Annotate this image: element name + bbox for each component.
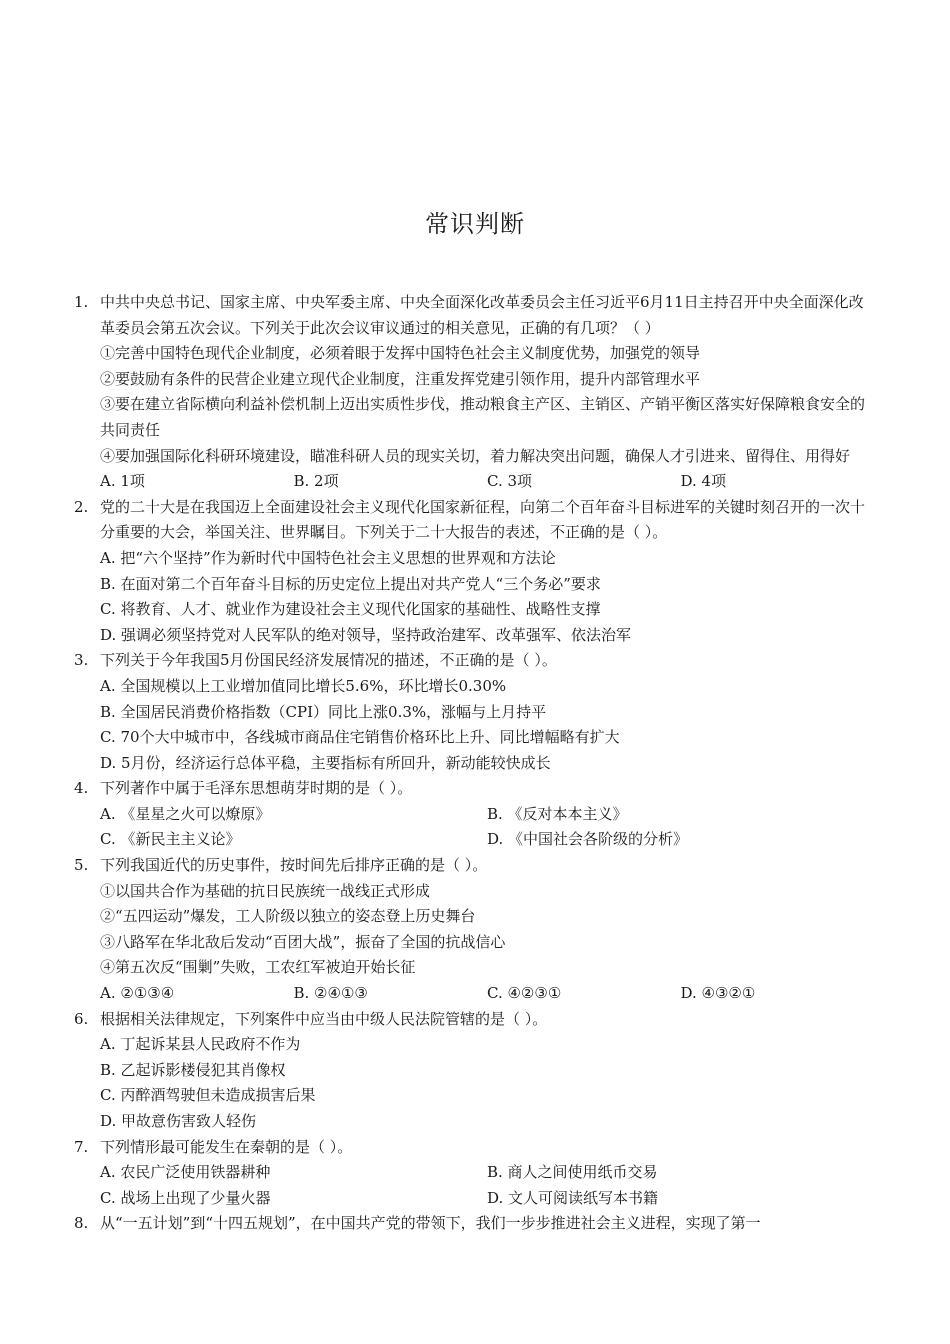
question-5 bbox=[74, 853, 874, 1007]
option-b[interactable]: B. 2项 bbox=[293, 472, 339, 491]
question-number: 6. bbox=[74, 1009, 89, 1028]
question-stem bbox=[74, 1135, 874, 1161]
statement-item: ④要加强国际化科研环境建设，瞄准科研人员的现实关切，着力解决突出问题，确保人才引进来、留得住、用得好 bbox=[100, 446, 851, 465]
options-row bbox=[74, 827, 874, 853]
statement-item: ④第五次反“围剿”失败，工农红军被迫开始长征 bbox=[100, 958, 416, 977]
section-title: 常识判断 bbox=[425, 210, 525, 238]
option-d[interactable]: D. 文人可阅读纸写本书籍 bbox=[487, 1188, 659, 1207]
option-c[interactable]: C. 丙醉酒驾驶但未造成损害后果 bbox=[100, 1086, 316, 1105]
question-number: 7. bbox=[74, 1137, 89, 1156]
question-number: 5. bbox=[74, 856, 89, 875]
option-b[interactable]: B. 乙起诉影楼侵犯其肖像权 bbox=[100, 1060, 286, 1079]
option-d[interactable]: D. 《中国社会各阶级的分析》 bbox=[487, 830, 689, 849]
question-stem bbox=[74, 776, 874, 802]
question-8 bbox=[74, 1211, 874, 1237]
option-d[interactable]: D. 4项 bbox=[680, 472, 727, 491]
option-a[interactable]: A. 农民广泛使用铁器耕种 bbox=[100, 1163, 271, 1182]
option-b[interactable]: B. 在面对第二个百年奋斗目标的历史定位上提出对共产党人“三个务必”要求 bbox=[100, 574, 601, 593]
question-stem bbox=[74, 495, 874, 546]
option-a[interactable]: A. 把“六个坚持”作为新时代中国特色社会主义思想的世界观和方法论 bbox=[100, 548, 556, 567]
option-a[interactable]: A. 《星星之火可以燎原》 bbox=[100, 804, 271, 823]
option-a[interactable]: A. 1项 bbox=[100, 472, 145, 491]
option-b[interactable]: B. ②④①③ bbox=[293, 984, 368, 1003]
question-4 bbox=[74, 776, 874, 853]
question-number: 8. bbox=[74, 1214, 89, 1233]
option-c[interactable]: C. 《新民主主义论》 bbox=[100, 830, 241, 849]
question-stem bbox=[74, 853, 874, 879]
statement-item: ②要鼓励有条件的民营企业建立现代企业制度，注重发挥党建引领作用，提升内部管理水平 bbox=[100, 369, 701, 388]
question-stem bbox=[74, 290, 874, 341]
option-d[interactable]: D. 强调必须坚持党对人民军队的绝对领导，坚持政治建军、改革强军、依法治军 bbox=[100, 625, 632, 644]
question-number: 4. bbox=[74, 779, 89, 798]
options-row bbox=[74, 981, 874, 1007]
options-row bbox=[74, 469, 874, 495]
option-d[interactable]: D. 5月份，经济运行总体平稳，主要指标有所回升，新动能较快成长 bbox=[100, 753, 551, 772]
question-text: 根据相关法律规定，下列案件中应当由中级人民法院管辖的是（ ）。 bbox=[100, 1009, 548, 1028]
option-a[interactable]: A. 丁起诉某县人民政府不作为 bbox=[100, 1035, 301, 1054]
option-c[interactable]: C. 70个大中城市中，各线城市商品住宅销售价格环比上升、同比增幅略有扩大 bbox=[100, 728, 620, 747]
options-row bbox=[74, 802, 874, 828]
question-stem bbox=[74, 1211, 874, 1237]
options-row bbox=[74, 1160, 874, 1186]
option-a[interactable]: A. ②①③④ bbox=[100, 984, 175, 1003]
option-d[interactable]: D. 甲故意伤害致人轻伤 bbox=[100, 1112, 257, 1130]
statement-item: ②“五四运动”爆发，工人阶级以独立的姿态登上历史舞台 bbox=[100, 907, 476, 926]
question-number: 1. bbox=[74, 293, 89, 311]
options-row bbox=[74, 1186, 874, 1212]
option-c[interactable]: C. ④②③① bbox=[487, 984, 562, 1003]
option-d[interactable]: D. ④③②① bbox=[680, 984, 756, 1003]
statement-item: ③八路军在华北敌后发动“百团大战”，振奋了全国的抗战信心 bbox=[100, 932, 506, 951]
question-2 bbox=[74, 495, 874, 649]
option-c[interactable]: C. 将教育、人才、就业作为建设社会主义现代化国家的基础性、战略性支撑 bbox=[100, 600, 601, 619]
question-stem bbox=[74, 648, 874, 674]
statement-item: ③要在建立省际横向利益补偿机制上迈出实质性步伐，推动粮食主产区、主销区、产销平衡区落实好保障粮食安全的共同责任 bbox=[100, 395, 866, 439]
question-text: 从“一五计划”到“十四五规划”，在中国共产党的带领下，我们一步步推进社会主义进程，实现了第一 bbox=[100, 1214, 761, 1233]
option-b[interactable]: B. 商人之间使用纸币交易 bbox=[487, 1163, 658, 1182]
question-6 bbox=[74, 1007, 874, 1135]
question-number: 2. bbox=[74, 497, 89, 516]
question-text: 下列著作中属于毛泽东思想萌芽时期的是（ ）。 bbox=[100, 779, 413, 798]
option-b[interactable]: B. 《反对本本主义》 bbox=[487, 804, 628, 823]
question-text: 中共中央总书记、国家主席、中央军委主席、中央全面深化改革委员会主任习近平6月11日主持召开中央全面深化改革委员会第五次会议。下列关于此次会议审议通过的相关意见，正确的有几项？（ ） bbox=[100, 293, 864, 337]
statement-item: ①以国共合作为基础的抗日民族统一战线正式形成 bbox=[100, 881, 431, 900]
question-text: 下列情形最可能发生在秦朝的是（ ）。 bbox=[100, 1137, 353, 1156]
option-a[interactable]: A. 全国规模以上工业增加值同比增长5.6%，环比增长0.30% bbox=[100, 676, 507, 695]
option-c[interactable]: C. 3项 bbox=[487, 472, 533, 491]
question-stem bbox=[74, 1007, 874, 1033]
question-1 bbox=[74, 290, 874, 495]
question-3 bbox=[74, 648, 874, 776]
question-text: 下列我国近代的历史事件，按时间先后排序正确的是（ ）。 bbox=[100, 856, 488, 875]
question-number: 3. bbox=[74, 651, 89, 670]
question-text: 下列关于今年我国5月份国民经济发展情况的描述，不正确的是（ ）。 bbox=[100, 651, 557, 670]
question-list bbox=[74, 290, 874, 1237]
statement-item: ①完善中国特色现代企业制度，必须着眼于发挥中国特色社会主义制度优势，加强党的领导 bbox=[100, 344, 701, 363]
option-b[interactable]: B. 全国居民消费价格指数（CPI）同比上涨0.3%，涨幅与上月持平 bbox=[100, 702, 547, 721]
option-c[interactable]: C. 战场上出现了少量火器 bbox=[100, 1188, 271, 1207]
question-7 bbox=[74, 1135, 874, 1212]
question-text: 党的二十大是在我国迈上全面建设社会主义现代化国家新征程，向第二个百年奋斗目标进军的关键时刻召开的一次十分重要的大会，举国关注、世界瞩目。下列关于二十大报告的表述，不正确的是（ ）。 bbox=[100, 497, 866, 542]
